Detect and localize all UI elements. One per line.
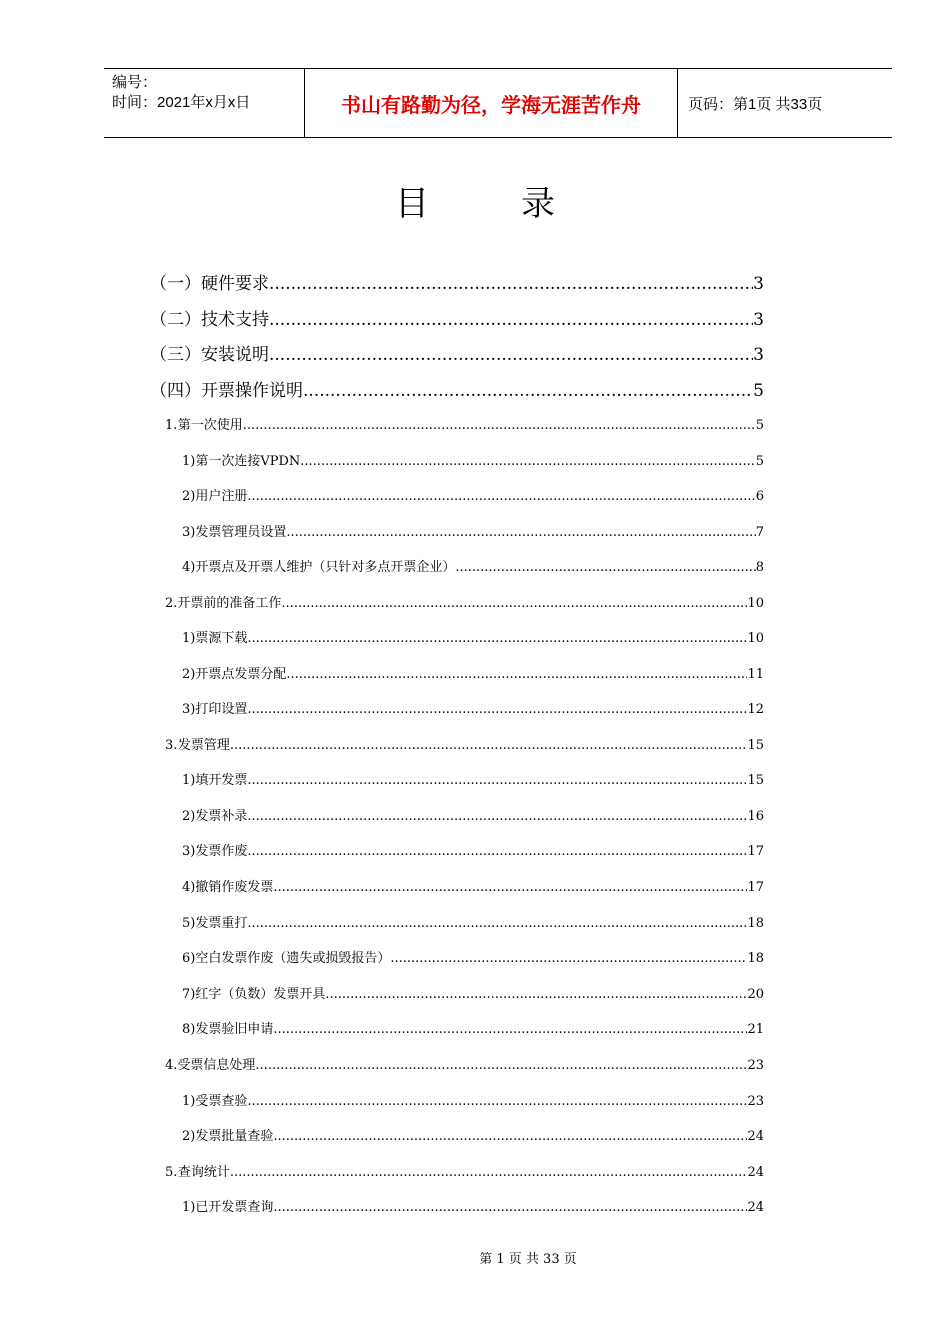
toc-leader-dots <box>269 274 753 294</box>
toc-entry-title: 开票点发票分配 <box>195 667 287 682</box>
toc-leader-dots <box>247 631 747 646</box>
toc-leader-dots <box>286 667 747 682</box>
toc-entry[interactable] <box>182 1090 764 1109</box>
header-meta <box>104 69 304 137</box>
toc-entry-page: 8 <box>755 560 764 575</box>
toc-entry[interactable] <box>182 947 764 966</box>
toc-entry-title: 第一次使用 <box>177 418 243 433</box>
toc-leader-dots <box>247 773 747 788</box>
toc-entry-title: 受票查验 <box>195 1094 248 1109</box>
toc-entry-number: 1) <box>182 773 196 788</box>
toc-leader-dots <box>269 310 753 330</box>
toc-entry-page: 5 <box>755 418 764 433</box>
toc-entry-number: 1) <box>182 454 196 469</box>
toc-leader-dots <box>286 525 755 540</box>
toc-entry-page: 18 <box>747 916 764 931</box>
toc-entry-title: 查询统计 <box>177 1165 230 1180</box>
toc-entry-title: 发票补录 <box>195 809 248 824</box>
toc-leader-dots <box>255 1058 747 1073</box>
toc-entry[interactable] <box>182 840 764 859</box>
toc-entry-title: 已开发票查询 <box>195 1200 274 1215</box>
toc-entry-number: 2) <box>182 667 196 682</box>
toc-entry-number: 8) <box>182 1022 196 1037</box>
toc-entry-page: 23 <box>747 1058 764 1073</box>
date-label: 时间：2021年x月x日 <box>112 94 251 111</box>
toc-entry-title: 受票信息处理 <box>177 1058 256 1073</box>
toc-entry-title: 打印设置 <box>195 702 248 717</box>
toc-entry-page: 12 <box>747 702 764 717</box>
toc-entry[interactable] <box>182 912 764 931</box>
toc-entry[interactable] <box>150 305 764 330</box>
toc-entry[interactable] <box>182 485 764 504</box>
toc-entry-page: 10 <box>747 596 764 611</box>
toc-entry[interactable] <box>182 698 764 717</box>
toc-entry-page: 3 <box>753 274 764 294</box>
toc-entry[interactable] <box>182 521 764 540</box>
toc-entry-number: （一） <box>150 274 201 294</box>
toc-entry[interactable] <box>182 983 764 1002</box>
title-char-1: 目 <box>395 184 429 224</box>
toc-entry-title: 发票管理 <box>177 738 230 753</box>
toc-entry-page: 15 <box>747 773 764 788</box>
toc-entry-number: 1) <box>182 631 196 646</box>
toc-entry-number: 1) <box>182 1200 196 1215</box>
toc-leader-dots <box>273 1200 747 1215</box>
toc-entry-number: 2) <box>182 809 196 824</box>
toc-entry-title: 撤销作废发票 <box>195 880 274 895</box>
toc-entry-title: 票源下载 <box>195 631 248 646</box>
toc-entry-number: （二） <box>150 310 201 330</box>
toc-entry-title: 发票批量查验 <box>195 1129 274 1144</box>
toc-entry-title: 发票作废 <box>195 844 248 859</box>
toc-entry-page: 18 <box>747 951 764 966</box>
toc-entry-number: （四） <box>150 381 201 401</box>
toc-entry-page: 15 <box>747 738 764 753</box>
toc-entry-number: 6) <box>182 951 196 966</box>
toc-entry-number: 1. <box>165 418 178 433</box>
toc-leader-dots <box>281 596 747 611</box>
toc-entry-page: 5 <box>755 454 764 469</box>
toc-entry-title: 填开发票 <box>195 773 248 788</box>
toc-entry-title: 红字（负数）发票开具 <box>195 987 326 1002</box>
toc-entry-title: 发票管理员设置 <box>195 525 287 540</box>
toc-entry-page: 23 <box>747 1094 764 1109</box>
toc-entry[interactable] <box>182 450 764 469</box>
toc-entry[interactable] <box>150 269 764 294</box>
toc-entry-title: 第一次连接VPDN <box>195 454 301 469</box>
toc-entry-page: 7 <box>755 525 764 540</box>
toc-entry-number: 2) <box>182 489 196 504</box>
toc-entry[interactable] <box>165 1054 764 1073</box>
page-footer: 第 1 页 共 33 页 <box>479 1252 577 1267</box>
toc-entry-number: （三） <box>150 345 201 365</box>
toc-entry-number: 3. <box>165 738 178 753</box>
toc-entry[interactable] <box>150 340 764 365</box>
toc-leader-dots <box>247 809 747 824</box>
toc-leader-dots <box>273 880 747 895</box>
toc-entry-page: 5 <box>753 381 764 401</box>
toc-leader-dots <box>300 454 755 469</box>
title-char-2: 录 <box>521 184 555 224</box>
toc-entry-number: 2) <box>182 1129 196 1144</box>
toc-entry-title: 开票前的准备工作 <box>177 596 282 611</box>
toc-entry[interactable] <box>165 1161 764 1180</box>
toc-entry-page: 3 <box>753 345 764 365</box>
toc-entry-page: 21 <box>747 1022 764 1037</box>
toc-leader-dots <box>273 1129 747 1144</box>
toc-leader-dots <box>303 381 753 401</box>
header-page-info: 页码：第1页 共33页 <box>688 95 823 113</box>
toc-leader-dots <box>247 844 747 859</box>
toc-entry-number: 1) <box>182 1094 196 1109</box>
toc-entry[interactable] <box>182 805 764 824</box>
toc-entry-title: 硬件要求 <box>201 274 269 294</box>
toc-entry-page: 20 <box>747 987 764 1002</box>
toc-leader-dots <box>230 1165 748 1180</box>
toc-entry[interactable] <box>165 734 764 753</box>
toc-entry-page: 17 <box>747 880 764 895</box>
toc-entry-number: 4. <box>165 1058 178 1073</box>
toc-entry-title: 安装说明 <box>201 345 269 365</box>
toc-entry-page: 6 <box>755 489 764 504</box>
toc-leader-dots <box>325 987 747 1002</box>
toc-entry-number: 3) <box>182 844 196 859</box>
toc-entry[interactable] <box>182 663 764 682</box>
toc-entry-page: 24 <box>747 1129 764 1144</box>
number-label: 编号： <box>112 74 158 91</box>
toc-leader-dots <box>247 702 747 717</box>
toc-leader-dots <box>273 1022 747 1037</box>
toc-leader-dots <box>269 345 753 365</box>
header-motto: 书山有路勤为径，学海无涯苦作舟 <box>304 69 678 137</box>
toc-entry-number: 3) <box>182 702 196 717</box>
toc-entry-page: 16 <box>747 809 764 824</box>
toc-entry-number: 4) <box>182 560 196 575</box>
toc-entry-title: 发票验旧申请 <box>195 1022 274 1037</box>
toc-entry-page: 24 <box>747 1200 764 1215</box>
toc-entry-title: 空白发票作废（遗失或损毁报告） <box>195 951 391 966</box>
toc-entry-number: 7) <box>182 987 196 1002</box>
toc-leader-dots <box>247 916 747 931</box>
toc-leader-dots <box>243 418 756 433</box>
toc-entry[interactable] <box>182 876 764 895</box>
toc-entry-title: 开票操作说明 <box>201 381 303 401</box>
toc-leader-dots <box>390 951 747 966</box>
page-header <box>104 68 892 138</box>
toc-entry-number: 4) <box>182 880 196 895</box>
toc-entry-page: 17 <box>747 844 764 859</box>
toc-entry[interactable] <box>182 627 764 646</box>
toc-entry-title: 技术支持 <box>201 310 269 330</box>
toc-entry[interactable] <box>182 769 764 788</box>
toc-entry-number: 2. <box>165 596 178 611</box>
toc-entry[interactable] <box>182 1018 764 1037</box>
page-title <box>0 176 950 225</box>
toc-leader-dots <box>455 560 755 575</box>
toc-entry[interactable] <box>182 1125 764 1144</box>
toc-entry-number: 5) <box>182 916 196 931</box>
toc-entry-number: 3) <box>182 525 196 540</box>
toc-entry-title: 发票重打 <box>195 916 248 931</box>
toc-leader-dots <box>247 1094 747 1109</box>
toc-leader-dots <box>230 738 748 753</box>
toc-entry-page: 3 <box>753 310 764 330</box>
toc-entry[interactable] <box>182 556 764 575</box>
toc-entry[interactable] <box>182 1196 764 1215</box>
toc-entry-page: 10 <box>747 631 764 646</box>
toc-leader-dots <box>247 489 755 504</box>
toc-entry-title: 开票点及开票人维护（只针对多点开票企业） <box>195 560 456 575</box>
toc-entry-title: 用户注册 <box>195 489 248 504</box>
toc-entry-number: 5. <box>165 1165 178 1180</box>
toc-entry[interactable] <box>150 376 764 401</box>
toc-entry-page: 11 <box>747 667 764 682</box>
toc-entry[interactable] <box>165 592 764 611</box>
toc-entry-page: 24 <box>747 1165 764 1180</box>
toc-entry[interactable] <box>165 414 764 433</box>
